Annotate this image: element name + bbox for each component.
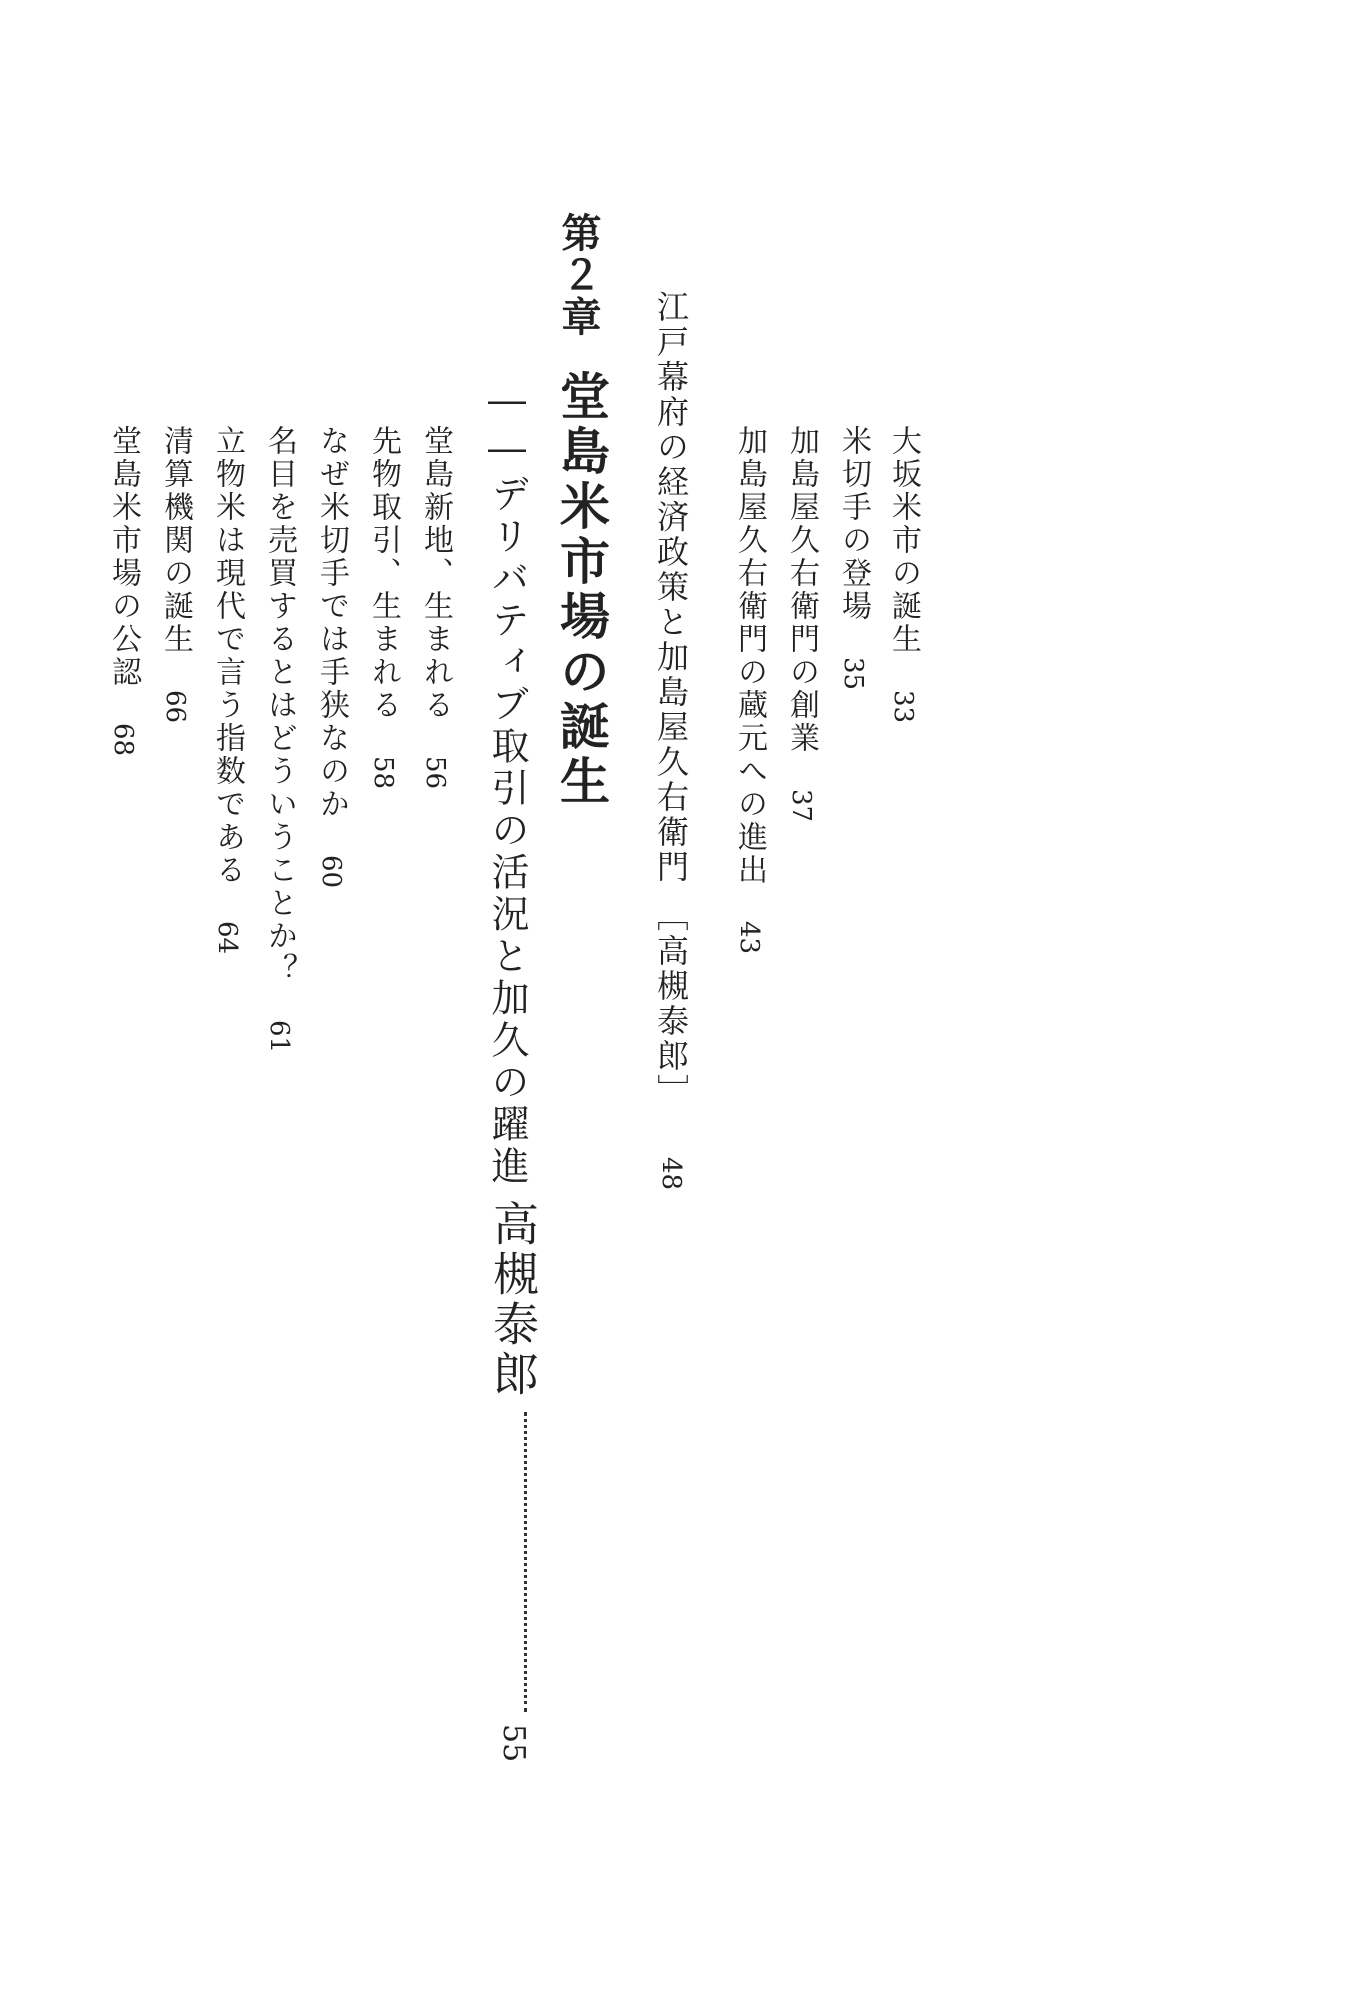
toc-entry-page: 35 [838,657,868,691]
toc-entry [314,425,349,889]
toc-entry-author: ［高槻泰郎］ [652,899,690,1109]
toc-entry [106,425,141,757]
toc-entry-page: 58 [368,756,398,790]
toc-entry [418,425,453,790]
toc-entry-title: 堂島新地、生まれる [418,425,453,722]
toc-entry-page: 60 [316,855,346,889]
toc-entry-title: 先物取引、生まれる [366,425,401,722]
toc-entry-page: 64 [212,921,242,955]
toc-closing-entry [652,290,690,1191]
toc-entry [836,425,871,691]
toc-entry-title: 立物米は現代で言う指数である [210,425,245,887]
toc-entry-title: 名目を売買するとはどういうことか？ [262,425,297,986]
chapter-page: 55 [496,1724,531,1763]
chapter-label: 第２章 [555,212,601,338]
toc-entry-page: 48 [656,1157,686,1191]
toc-entry-title: 江戸幕府の経済政策と加島屋久右衛門 [652,290,690,885]
toc-entry-title: 米切手の登場 [836,425,871,623]
dot-leader [524,1412,527,1712]
toc-entry-title: 堂島米市場の公認 [106,425,141,689]
toc-entry-page: 68 [108,723,138,757]
toc-entry [886,425,921,724]
toc-entry-page: 61 [264,1020,294,1054]
toc-entry [784,425,819,823]
toc-entry-page: 33 [888,690,918,724]
toc-entry-title: 大坂米市の誕生 [886,425,921,656]
toc-entry-page: 43 [734,921,764,955]
toc-entry-title: なぜ米切手では手狭なのか [314,425,349,821]
toc-entry-title: 加島屋久右衛門の蔵元への進出 [732,425,767,887]
chapter-author-name: 高槻泰郎 [486,1200,540,1400]
toc-entry [158,425,193,724]
chapter-subtitle: ――デリバティブ取引の活況と加久の躍進 [485,378,529,1188]
toc-entry-page: 37 [786,789,816,823]
toc-entry-title: 清算機関の誕生 [158,425,193,656]
toc-entry [210,425,245,955]
toc-entry-page: 56 [420,756,450,790]
chapter-author [486,1200,540,1763]
toc-entry [366,425,401,790]
chapter-title: 堂島米市場の誕生 [552,370,610,810]
toc-entry-title: 加島屋久右衛門の創業 [784,425,819,755]
toc-entry [732,425,767,955]
toc-entry [262,425,297,1054]
toc-entry-page: 66 [160,690,190,724]
